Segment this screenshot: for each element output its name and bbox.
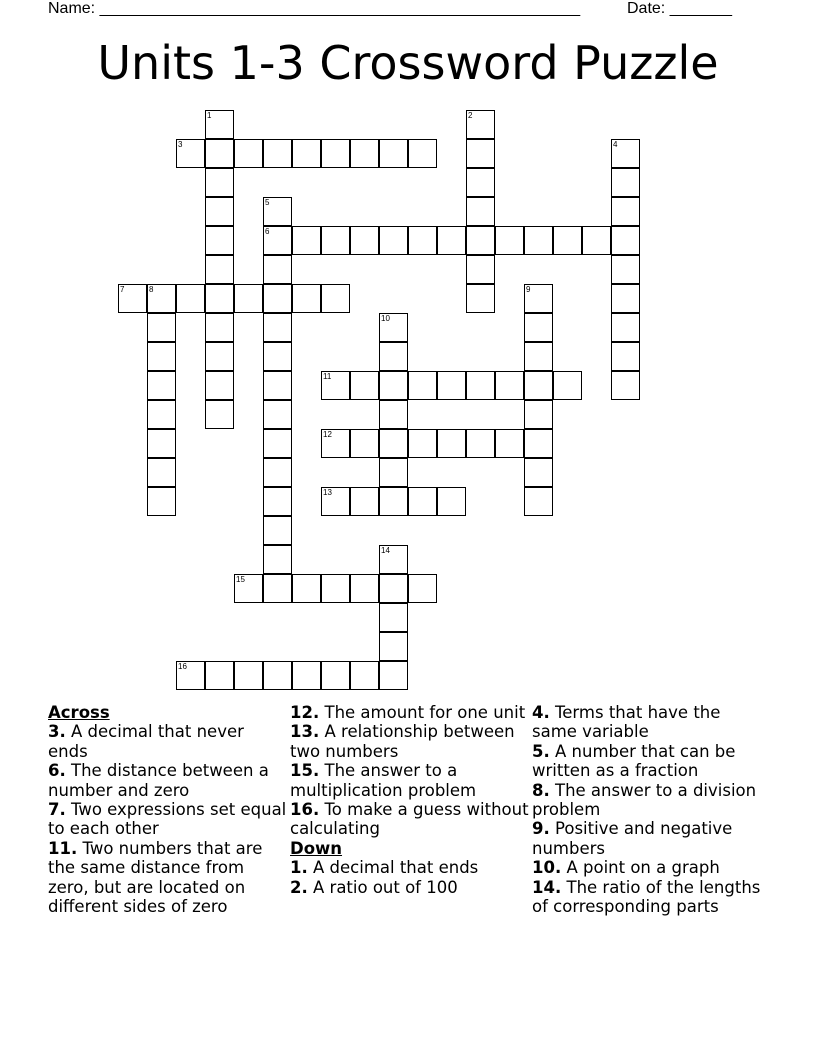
grid-cell[interactable]	[379, 400, 408, 429]
clue-number: 7	[120, 285, 125, 294]
grid-cell[interactable]	[147, 429, 176, 458]
grid-cell[interactable]	[321, 139, 350, 168]
grid-cell[interactable]	[379, 458, 408, 487]
grid-cell[interactable]	[205, 168, 234, 197]
clue-number: 2	[468, 111, 473, 120]
clue-down-4: 4. Terms that have the same variable	[532, 703, 721, 742]
grid-cell[interactable]	[176, 139, 205, 168]
grid-cell[interactable]	[408, 429, 437, 458]
clue-across-7: 7. Two expressions set equal to each other	[48, 800, 287, 839]
clue-across-6: 6. The distance between a number and zero	[48, 761, 269, 800]
grid-cell[interactable]	[466, 429, 495, 458]
clues-column-3	[532, 703, 762, 916]
grid-cell[interactable]	[118, 284, 147, 313]
grid-cell[interactable]	[147, 458, 176, 487]
grid-cell[interactable]	[205, 371, 234, 400]
grid-cell[interactable]	[205, 197, 234, 226]
grid-cell[interactable]	[466, 168, 495, 197]
grid-cell[interactable]	[379, 545, 408, 574]
grid-cell[interactable]	[263, 197, 292, 226]
grid-cell[interactable]	[350, 429, 379, 458]
grid-cell[interactable]	[321, 226, 350, 255]
grid-cell[interactable]	[408, 574, 437, 603]
clue-number: 11	[323, 372, 332, 381]
grid-cell[interactable]	[611, 255, 640, 284]
grid-cell[interactable]	[147, 400, 176, 429]
clue-across-3: 3. A decimal that never ends	[48, 722, 244, 761]
grid-cell[interactable]	[408, 226, 437, 255]
grid-cell[interactable]	[408, 139, 437, 168]
grid-cell[interactable]	[611, 197, 640, 226]
grid-cell[interactable]	[582, 226, 611, 255]
clue-number: 6	[265, 227, 270, 236]
clue-number: 5	[265, 198, 270, 207]
grid-cell[interactable]	[263, 400, 292, 429]
clue-number: 8	[149, 285, 154, 294]
grid-cell[interactable]	[205, 139, 234, 168]
grid-cell[interactable]	[379, 661, 408, 690]
down-heading: Down	[290, 838, 343, 858]
grid-cell[interactable]	[466, 255, 495, 284]
page-title: Units 1-3 Crossword Puzzle	[97, 36, 719, 90]
grid-cell[interactable]	[437, 487, 466, 516]
grid-cell[interactable]	[379, 487, 408, 516]
grid-cell[interactable]	[524, 429, 553, 458]
clue-down-8: 8. The answer to a division problem	[532, 780, 757, 820]
grid-cell[interactable]	[466, 371, 495, 400]
clue-down-10: 10. A point on a graph	[532, 858, 720, 878]
grid-cell[interactable]	[466, 139, 495, 168]
grid-cell[interactable]	[437, 226, 466, 255]
grid-cell[interactable]	[466, 110, 495, 139]
grid-cell[interactable]	[263, 342, 292, 371]
grid-cell[interactable]	[263, 545, 292, 574]
grid-cell[interactable]	[495, 429, 524, 458]
grid-cell[interactable]	[263, 516, 292, 545]
grid-cell[interactable]	[147, 342, 176, 371]
grid-cell[interactable]	[263, 139, 292, 168]
grid-cell[interactable]	[263, 487, 292, 516]
date-field[interactable]: Date: _______	[627, 0, 732, 17]
grid-cell[interactable]	[205, 400, 234, 429]
grid-cell[interactable]	[437, 429, 466, 458]
clue-number: 1	[207, 111, 212, 120]
grid-cell[interactable]	[321, 284, 350, 313]
grid-cell[interactable]	[234, 661, 263, 690]
grid-cell[interactable]	[611, 139, 640, 168]
grid-cell[interactable]	[495, 226, 524, 255]
grid-cell[interactable]	[205, 284, 234, 313]
grid-cell[interactable]	[553, 226, 582, 255]
grid-cell[interactable]	[524, 226, 553, 255]
grid-cell[interactable]	[321, 429, 350, 458]
clue-number: 14	[381, 546, 390, 555]
clue-across-12: 12. The amount for one unit	[290, 703, 526, 722]
grid-cell[interactable]	[321, 371, 350, 400]
grid-cell[interactable]	[263, 226, 292, 255]
grid-cell[interactable]	[205, 226, 234, 255]
grid-cell[interactable]	[524, 342, 553, 371]
grid-cell[interactable]	[205, 110, 234, 139]
grid-cell[interactable]	[611, 284, 640, 313]
grid-cell[interactable]	[205, 313, 234, 342]
clue-down-1: 1. A decimal that ends	[290, 858, 479, 878]
grid-cell[interactable]	[263, 661, 292, 690]
clue-down-14: 14. The ratio of the lengths of corresponding parts	[532, 877, 761, 917]
grid-cell[interactable]	[321, 574, 350, 603]
grid-cell[interactable]	[292, 284, 321, 313]
clue-number: 4	[613, 140, 618, 149]
grid-cell[interactable]	[263, 429, 292, 458]
grid-cell[interactable]	[350, 226, 379, 255]
clues-column-2	[290, 703, 530, 897]
grid-cell[interactable]	[524, 400, 553, 429]
grid-cell[interactable]	[379, 603, 408, 632]
grid-cell[interactable]	[350, 139, 379, 168]
grid-cell[interactable]	[263, 284, 292, 313]
grid-cell[interactable]	[350, 371, 379, 400]
grid-cell[interactable]	[350, 661, 379, 690]
grid-cell[interactable]	[263, 458, 292, 487]
grid-cell[interactable]	[524, 284, 553, 313]
grid-cell[interactable]	[263, 313, 292, 342]
grid-cell[interactable]	[321, 661, 350, 690]
grid-cell[interactable]	[350, 487, 379, 516]
grid-cell[interactable]	[379, 574, 408, 603]
across-heading: Across	[48, 703, 110, 722]
clue-number: 15	[236, 575, 245, 584]
grid-cell[interactable]	[466, 226, 495, 255]
grid-cell[interactable]	[379, 632, 408, 661]
grid-cell[interactable]	[263, 574, 292, 603]
clue-across-16: 16. To make a guess without calculating	[290, 800, 529, 839]
grid-cell[interactable]	[292, 226, 321, 255]
grid-cell[interactable]	[147, 313, 176, 342]
grid-cell[interactable]	[205, 255, 234, 284]
grid-cell[interactable]	[611, 342, 640, 371]
grid-cell[interactable]	[379, 226, 408, 255]
grid-cell[interactable]	[466, 284, 495, 313]
grid-cell[interactable]	[350, 574, 379, 603]
clue-across-11: 11. Two numbers that are the same distance from zero, but are located on different sides of zero	[48, 838, 263, 917]
clue-across-15: 15. The answer to a multiplication problem	[290, 761, 477, 800]
clue-down-5: 5. A number that can be written as a fraction	[532, 741, 736, 781]
grid-cell[interactable]	[263, 371, 292, 400]
grid-cell[interactable]	[611, 226, 640, 255]
grid-cell[interactable]	[611, 168, 640, 197]
clue-number: 12	[323, 430, 332, 439]
grid-cell[interactable]	[524, 371, 553, 400]
grid-cell[interactable]	[234, 139, 263, 168]
grid-cell[interactable]	[292, 139, 321, 168]
grid-cell[interactable]	[234, 574, 263, 603]
clue-across-13: 13. A relationship between two numbers	[290, 722, 515, 761]
grid-cell[interactable]	[466, 197, 495, 226]
grid-cell[interactable]	[524, 458, 553, 487]
grid-cell[interactable]	[147, 371, 176, 400]
grid-cell[interactable]	[292, 574, 321, 603]
grid-cell[interactable]	[408, 371, 437, 400]
clues-column-1	[48, 703, 288, 916]
grid-cell[interactable]	[495, 371, 524, 400]
grid-cell[interactable]	[408, 487, 437, 516]
grid-cell[interactable]	[263, 255, 292, 284]
grid-cell[interactable]	[524, 487, 553, 516]
grid-cell[interactable]	[379, 313, 408, 342]
grid-cell[interactable]	[379, 371, 408, 400]
clue-number: 9	[526, 285, 531, 294]
grid-cell[interactable]	[234, 284, 263, 313]
grid-cell[interactable]	[292, 661, 321, 690]
clue-number: 13	[323, 488, 332, 497]
grid-cell[interactable]	[321, 487, 350, 516]
grid-cell[interactable]	[147, 284, 176, 313]
grid-cell[interactable]	[176, 661, 205, 690]
grid-cell[interactable]	[379, 342, 408, 371]
clue-number: 16	[178, 662, 187, 671]
grid-cell[interactable]	[205, 342, 234, 371]
grid-cell[interactable]	[205, 661, 234, 690]
grid-cell[interactable]	[437, 371, 466, 400]
grid-cell[interactable]	[379, 139, 408, 168]
grid-cell[interactable]	[611, 371, 640, 400]
name-field[interactable]: Name: ______________________________________________________	[48, 0, 581, 17]
clue-down-2: 2. A ratio out of 100	[290, 877, 458, 897]
grid-cell[interactable]	[553, 371, 582, 400]
clue-number: 3	[178, 140, 183, 149]
clue-number: 10	[381, 314, 390, 323]
grid-cell[interactable]	[176, 284, 205, 313]
grid-cell[interactable]	[611, 313, 640, 342]
grid-cell[interactable]	[524, 313, 553, 342]
clue-down-9: 9. Positive and negative numbers	[532, 819, 733, 858]
grid-cell[interactable]	[379, 429, 408, 458]
grid-cell[interactable]	[147, 487, 176, 516]
